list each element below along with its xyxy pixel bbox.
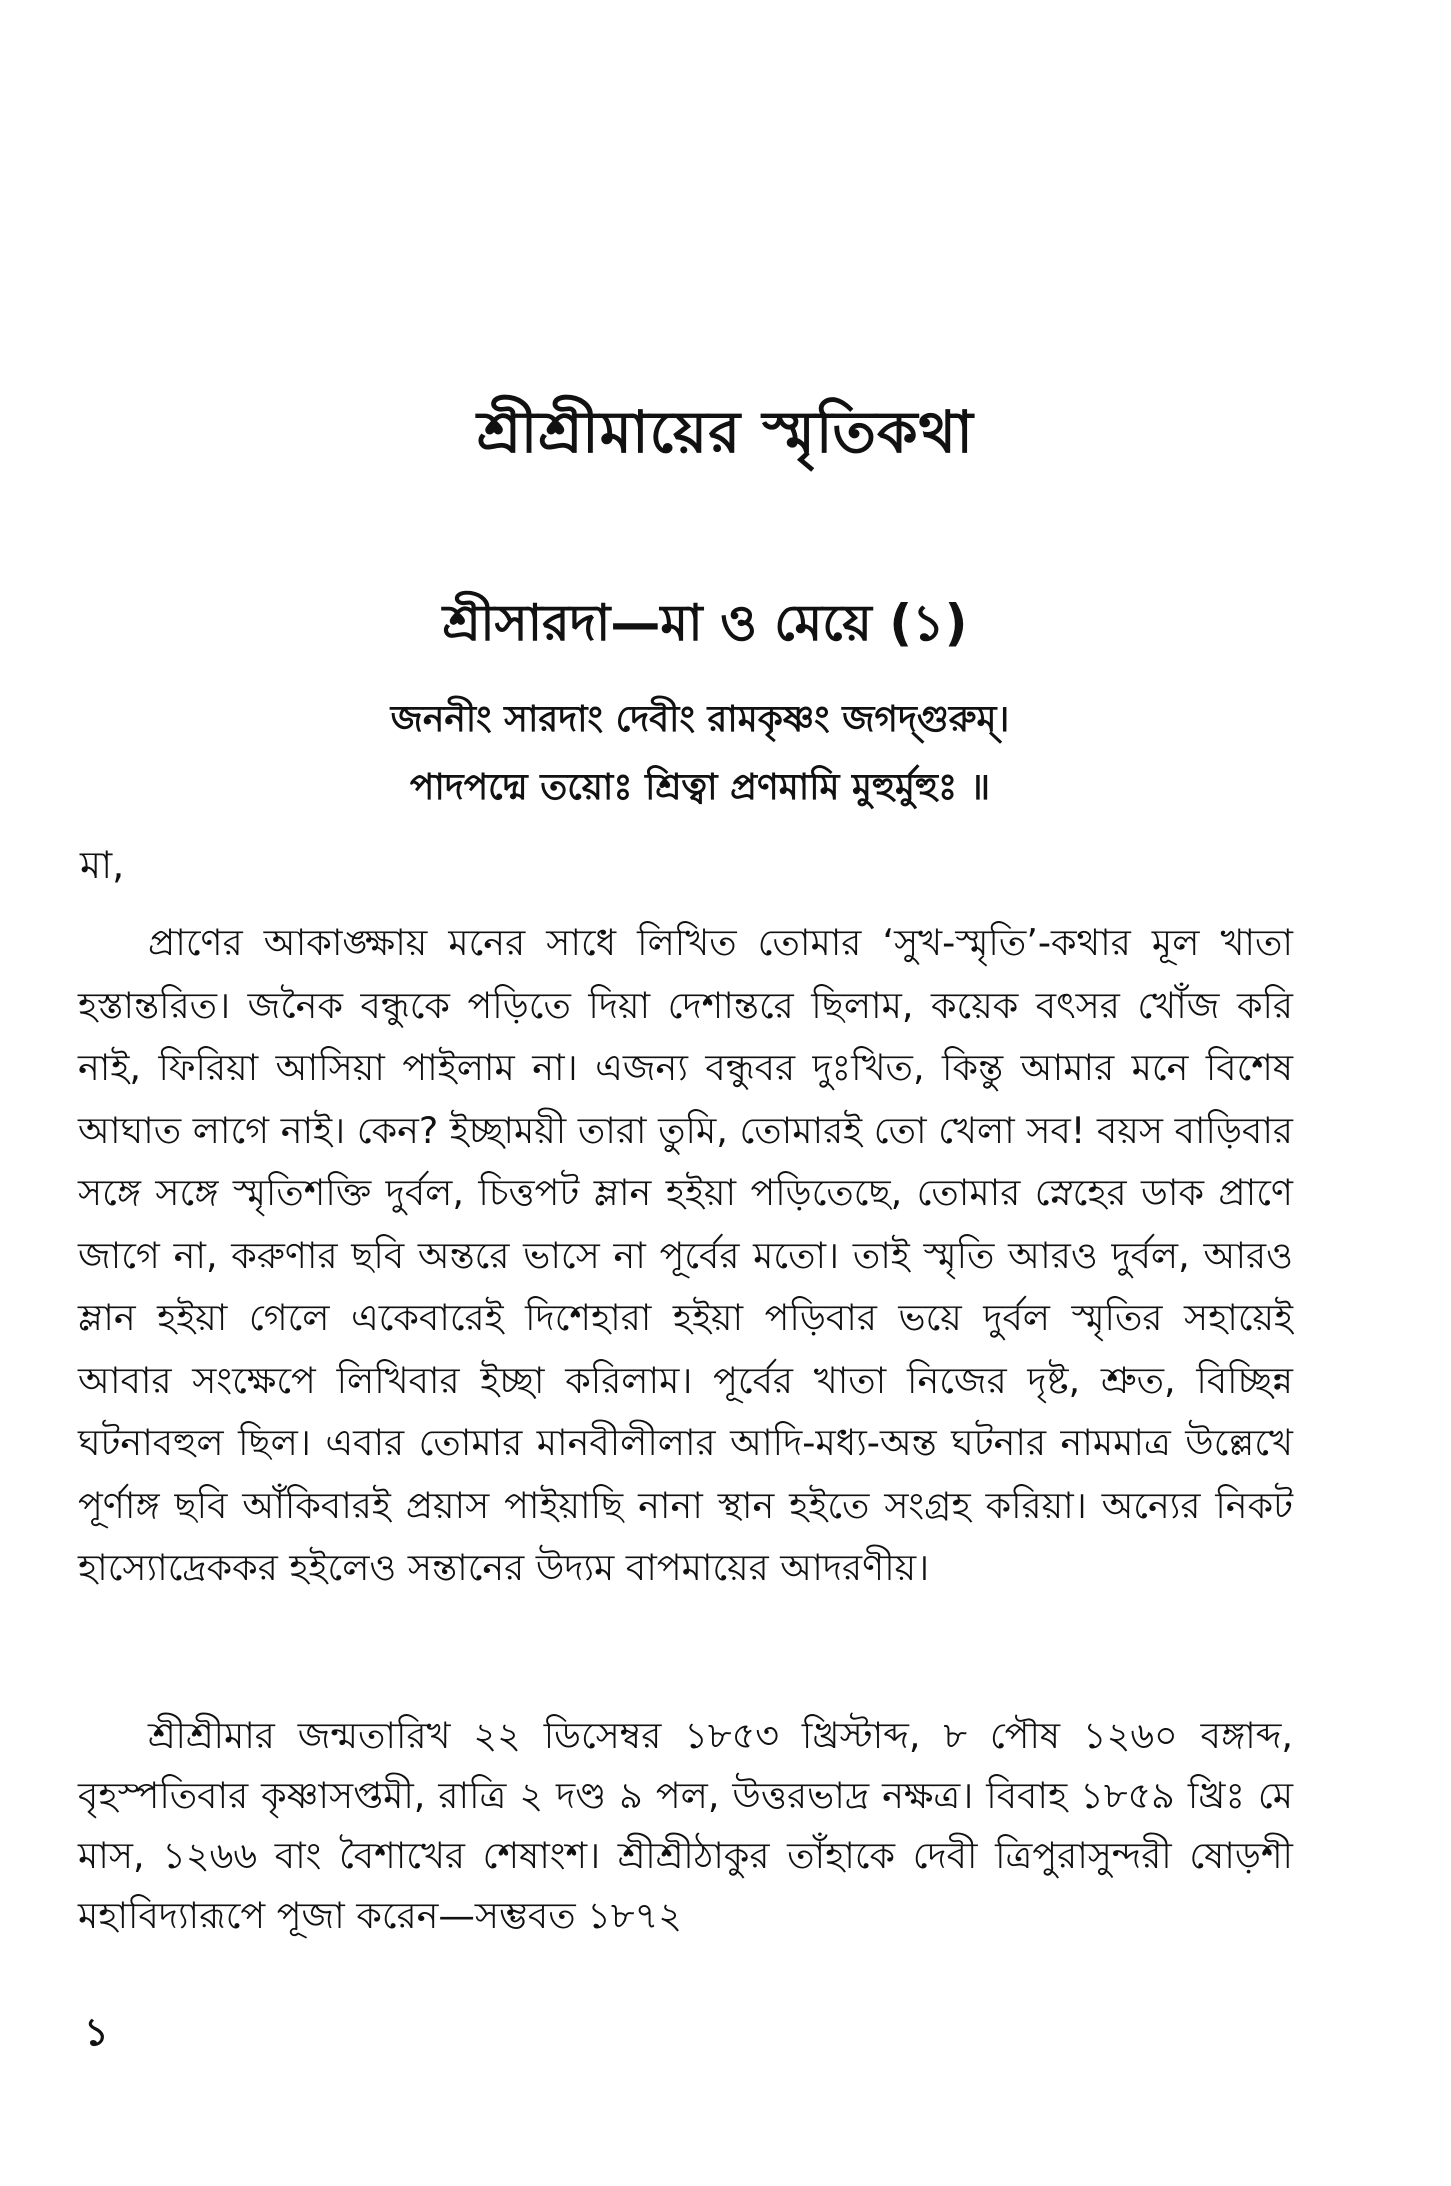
salutation: মা, [80,843,125,887]
verse-line-2: পাদপদ্মে তয়োঃ শ্রিত্বা প্রণমামি মুহুর্মুহুঃ ॥ [409,767,991,808]
chapter-title: শ্রীসারদা—মা ও মেয়ে (১) [442,594,968,652]
verse-line-1: জননীং সারদাং দেবীং রামকৃষ্ণং জগদ্গুরুম্। [390,699,1010,740]
paragraph-1: প্রাণের আকাঙ্ক্ষায় মনের সাধে লিখিত তোমার ‘সুখ-স্মৃতি’-কথার মূল খাতা হস্তান্তরিত। জনৈক বন্ধুকে পড়িতে দিয়া দেশান্তরে ছিলাম, কয়েক বৎসর খোঁজ করি নাই, ফিরিয়া আসিয়া পাইলাম না। এজন্য বন্ধুবর দুঃখিত, কিন্তু আমার মনে বিশেষ আঘাত লাগে নাই। কেন? ইচ্ছাময়ী তারা তুমি, তোমারই তো খেলা সব! বয়স বাড়িবার সঙ্গে সঙ্গে স্মৃতিশক্তি দুর্বল, চিত্তপট ম্লান হইয়া পড়িতেছে, তোমার স্নেহের ডাক প্রাণে জাগে না, করুণার ছবি অন্তরে ভাসে না পূর্বের মতো। তাই স্মৃতি আরও দুর্বল, আরও ম্লান হইয়া গেলে একেবারেই দিশেহারা হইয়া পড়িবার ভয়ে দুর্বল স্মৃতির সহায়েই আবার সংক্ষেপে লিখিবার ইচ্ছা করিলাম। পূর্বের খাতা নিজের দৃষ্ট, শ্রুত, বিচ্ছিন্ন ঘটনাবহুল ছিল। এবার তোমার মানবীলীলার আদি-মধ্য-অন্ত ঘটনার নামমাত্র উল্লেখে পূর্ণাঙ্গ ছবি আঁকিবারই প্রয়াস পাইয়াছি নানা স্থান হইতে সংগ্রহ করিয়া। অন্যের নিকট হাস্যোদ্রেককর হইলেও সন্তানের উদ্যম বাপমায়ের আদরণীয়। [78,921,1293,1589]
page-number: ১ [84,2010,109,2054]
paragraph-2: শ্রীশ্রীমার জন্মতারিখ ২২ ডিসেম্বর ১৮৫৩ খ্রিস্টাব্দ, ৮ পৌষ ১২৬০ বঙ্গাব্দ, বৃহস্পতিবার কৃষ্ণাসপ্তমী, রাত্রি ২ দণ্ড ৯ পল, উত্তরভাদ্র নক্ষত্র। বিবাহ ১৮৫৯ খ্রিঃ মে মাস, ১২৬৬ বাং বৈশাখের শেষাংশ। শ্রীশ্রীঠাকুর তাঁহাকে দেবী ত্রিপুরাসুন্দরী ষোড়শী মহাবিদ্যারূপে পূজা করেন—সম্ভবত ১৮৭২ [78,1714,1293,1937]
book-title: শ্রীশ্রীমায়ের স্মৃতিকথা [477,398,974,466]
